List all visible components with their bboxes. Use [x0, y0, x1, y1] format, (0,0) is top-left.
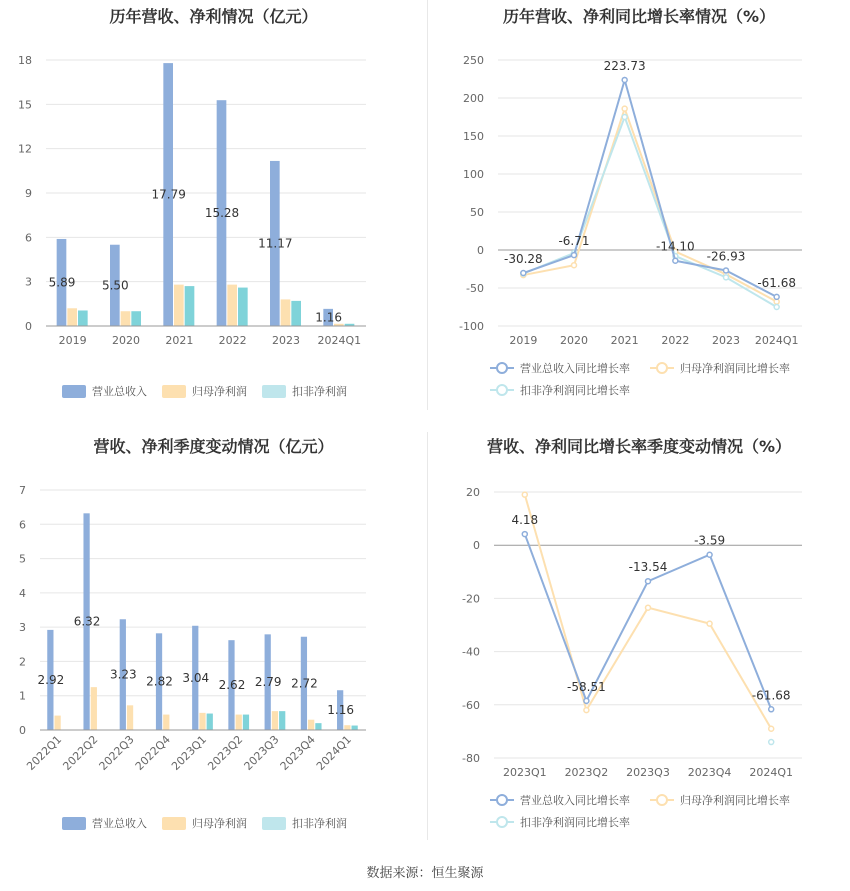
data-point: [572, 263, 577, 268]
y-tick-label: 0: [477, 244, 484, 257]
y-tick-label: -50: [466, 282, 484, 295]
y-tick-label: -40: [462, 645, 480, 659]
bar-deducted-profit: [185, 286, 195, 326]
data-point: [584, 708, 589, 713]
y-tick-label: 9: [25, 187, 32, 200]
bar-net-profit: [127, 705, 133, 730]
data-point: [646, 605, 651, 610]
legend-marker: [497, 385, 507, 395]
y-tick-label: 250: [463, 54, 484, 67]
data-point: [622, 106, 627, 111]
bar-deducted-profit: [238, 288, 248, 326]
data-label: -58.51: [567, 679, 606, 694]
legend-swatch: [62, 817, 86, 830]
y-tick-label: 100: [463, 168, 484, 181]
bar-net-profit: [121, 311, 131, 326]
x-tick-label: 2024Q1: [754, 334, 799, 347]
y-tick-label: 18: [18, 54, 32, 67]
bar-net-profit: [272, 711, 278, 730]
bar-net-profit: [91, 687, 97, 730]
series-line: [523, 109, 776, 302]
bar-net-profit: [281, 299, 291, 326]
legend-swatch: [262, 385, 286, 398]
y-tick-label: 0: [25, 320, 32, 333]
x-tick-label: 2022: [218, 334, 247, 347]
quarterly-growth-rate-chart: [428, 430, 850, 845]
bar-net-profit: [67, 308, 77, 326]
data-label: 5.50: [101, 278, 129, 293]
legend-swatch: [62, 385, 86, 398]
y-tick-label: 2: [19, 655, 26, 669]
bar-net-profit: [308, 720, 314, 730]
x-tick-label: 2022Q2: [60, 732, 101, 773]
data-label: 5.89: [48, 275, 76, 290]
data-label: 2.62: [218, 678, 246, 693]
data-label: 2.79: [254, 675, 282, 690]
legend-label: 扣非净利润: [292, 817, 347, 830]
data-label: 4.18: [511, 513, 539, 528]
y-tick-label: 3: [25, 275, 32, 289]
x-tick-label: 2023Q4: [277, 732, 318, 773]
data-point: [584, 698, 589, 703]
data-point: [522, 492, 527, 497]
data-label: -61.68: [757, 275, 797, 290]
y-tick-label: 50: [470, 206, 484, 219]
data-point: [646, 579, 651, 584]
data-label: 15.28: [204, 206, 240, 221]
y-tick-label: -20: [462, 592, 480, 606]
data-label: 2.92: [37, 672, 65, 687]
bar-net-profit: [199, 713, 205, 730]
y-tick-label: 7: [19, 484, 26, 497]
bar-net-profit: [174, 285, 184, 326]
bar-deducted-profit: [352, 726, 358, 730]
x-tick-label: 2021: [165, 334, 194, 347]
x-tick-label: 2023Q4: [687, 766, 732, 779]
y-tick-label: -60: [462, 698, 480, 712]
data-point: [769, 740, 774, 745]
bar-net-profit: [163, 715, 169, 730]
quarterly-revenue-profit-chart: [0, 430, 427, 845]
legend-marker: [497, 817, 507, 827]
y-tick-label: 0: [19, 724, 26, 737]
x-tick-label: 2023Q1: [169, 732, 210, 773]
legend-label: 营业总收入: [92, 817, 147, 830]
x-tick-label: 2022Q3: [96, 732, 137, 773]
data-point: [769, 707, 774, 712]
annual-growth-rate-panel: [428, 0, 850, 410]
legend-swatch: [262, 817, 286, 830]
series-line: [525, 495, 771, 729]
chart-title: 历年营收、净利同比增长率情况（%）: [502, 7, 776, 26]
bar-net-profit: [227, 285, 237, 326]
data-label: 2.72: [291, 676, 318, 691]
x-tick-label: 2024Q1: [749, 766, 794, 779]
legend-label: 归母净利润同比增长率: [680, 362, 790, 375]
legend-label: 归母净利润同比增长率: [680, 794, 790, 807]
data-point: [774, 305, 779, 310]
data-point: [521, 271, 526, 276]
data-point: [522, 532, 527, 537]
legend-marker: [657, 363, 667, 373]
y-tick-label: 200: [463, 92, 484, 105]
chart-title: 营收、净利季度变动情况（亿元）: [93, 437, 334, 456]
bar-deducted-profit: [315, 723, 321, 730]
chart-title: 历年营收、净利情况（亿元）: [109, 7, 318, 26]
bar-deducted-profit: [207, 714, 213, 730]
bar-deducted-profit: [291, 301, 301, 326]
x-tick-label: 2023Q3: [626, 766, 670, 779]
y-tick-label: -80: [462, 752, 480, 765]
data-point: [622, 115, 627, 120]
data-point: [572, 253, 577, 258]
legend-marker: [497, 363, 507, 373]
legend-swatch: [162, 385, 186, 398]
y-tick-label: 3: [19, 621, 26, 635]
x-tick-label: 2023: [272, 334, 300, 347]
data-label: 3.23: [109, 667, 137, 682]
data-label: 3.04: [182, 670, 210, 685]
x-tick-label: 2024Q1: [313, 732, 355, 773]
bar-net-profit: [54, 716, 60, 730]
y-tick-label: 5: [19, 552, 26, 566]
quarterly-growth-rate-panel: [428, 430, 850, 845]
legend-label: 营业总收入同比增长率: [520, 794, 630, 807]
y-tick-label: 6: [19, 518, 26, 532]
legend-label: 营业总收入: [92, 385, 147, 398]
data-point: [724, 275, 729, 280]
data-label: 1.16: [315, 310, 343, 325]
data-label: 1.16: [327, 703, 355, 718]
x-tick-label: 2023Q2: [205, 732, 246, 773]
legend-label: 归母净利润: [192, 817, 247, 830]
x-tick-label: 2022Q1: [24, 732, 65, 773]
y-tick-label: 4: [19, 586, 26, 600]
legend-marker: [657, 795, 667, 805]
y-tick-label: 15: [18, 98, 32, 112]
legend-label: 扣非净利润同比增长率: [520, 816, 630, 829]
x-tick-label: 2020: [560, 334, 588, 347]
data-label: -13.54: [628, 560, 668, 575]
quarterly-revenue-profit-panel: [0, 430, 427, 845]
x-tick-label: 2023Q3: [241, 732, 282, 773]
data-point: [707, 552, 712, 557]
data-point: [673, 258, 678, 263]
annual-growth-rate-chart: [428, 0, 850, 410]
data-label: 2.82: [146, 674, 173, 689]
data-label: -61.68: [751, 688, 791, 703]
x-tick-label: 2022Q4: [132, 732, 173, 773]
annual-revenue-profit-chart: [0, 0, 427, 410]
data-label: -14.10: [655, 239, 695, 254]
y-tick-label: 1: [19, 689, 26, 703]
legend-label: 扣非净利润: [292, 385, 347, 398]
x-tick-label: 2021: [610, 334, 639, 347]
x-tick-label: 2023: [712, 334, 740, 347]
bar-deducted-profit: [279, 711, 285, 730]
y-tick-label: 20: [466, 486, 480, 499]
data-point: [707, 621, 712, 626]
data-label: -26.93: [706, 249, 746, 264]
x-tick-label: 2023Q1: [502, 766, 547, 779]
y-tick-label: -100: [459, 320, 484, 333]
bar-net-profit: [344, 725, 350, 730]
x-tick-label: 2022: [661, 334, 690, 347]
data-label: 11.17: [258, 236, 293, 251]
annual-revenue-profit-panel: [0, 0, 427, 410]
data-label: -3.59: [694, 533, 726, 548]
data-label: 17.79: [151, 187, 186, 202]
bar-deducted-profit: [243, 715, 249, 730]
bar-deducted-profit: [131, 311, 141, 326]
data-point: [622, 77, 627, 82]
legend-label: 营业总收入同比增长率: [520, 362, 630, 375]
data-point: [724, 268, 729, 273]
x-tick-label: 2019: [509, 334, 538, 347]
legend-swatch: [162, 817, 186, 830]
y-tick-label: 0: [473, 539, 480, 553]
y-tick-label: 12: [18, 142, 32, 156]
legend-label: 归母净利润: [192, 385, 247, 398]
data-label: -6.71: [558, 234, 590, 249]
data-point: [769, 726, 774, 731]
x-tick-label: 2020: [112, 334, 140, 347]
data-label: -30.28: [503, 252, 543, 267]
data-point: [774, 294, 779, 299]
x-tick-label: 2023Q2: [564, 766, 609, 779]
legend-marker: [497, 795, 507, 805]
x-tick-label: 2019: [58, 334, 87, 347]
legend-label: 扣非净利润同比增长率: [520, 384, 630, 397]
y-tick-label: 6: [25, 231, 32, 245]
bar-deducted-profit: [78, 310, 88, 326]
chart-title: 营收、净利同比增长率季度变动情况（%）: [486, 437, 792, 456]
data-label: 223.73: [603, 58, 646, 73]
data-label: 6.32: [73, 614, 101, 629]
x-tick-label: 2024Q1: [317, 334, 362, 347]
y-tick-label: 150: [463, 130, 484, 143]
data-source-note: 数据来源：恒生聚源: [366, 866, 484, 881]
bar-net-profit: [236, 715, 242, 730]
